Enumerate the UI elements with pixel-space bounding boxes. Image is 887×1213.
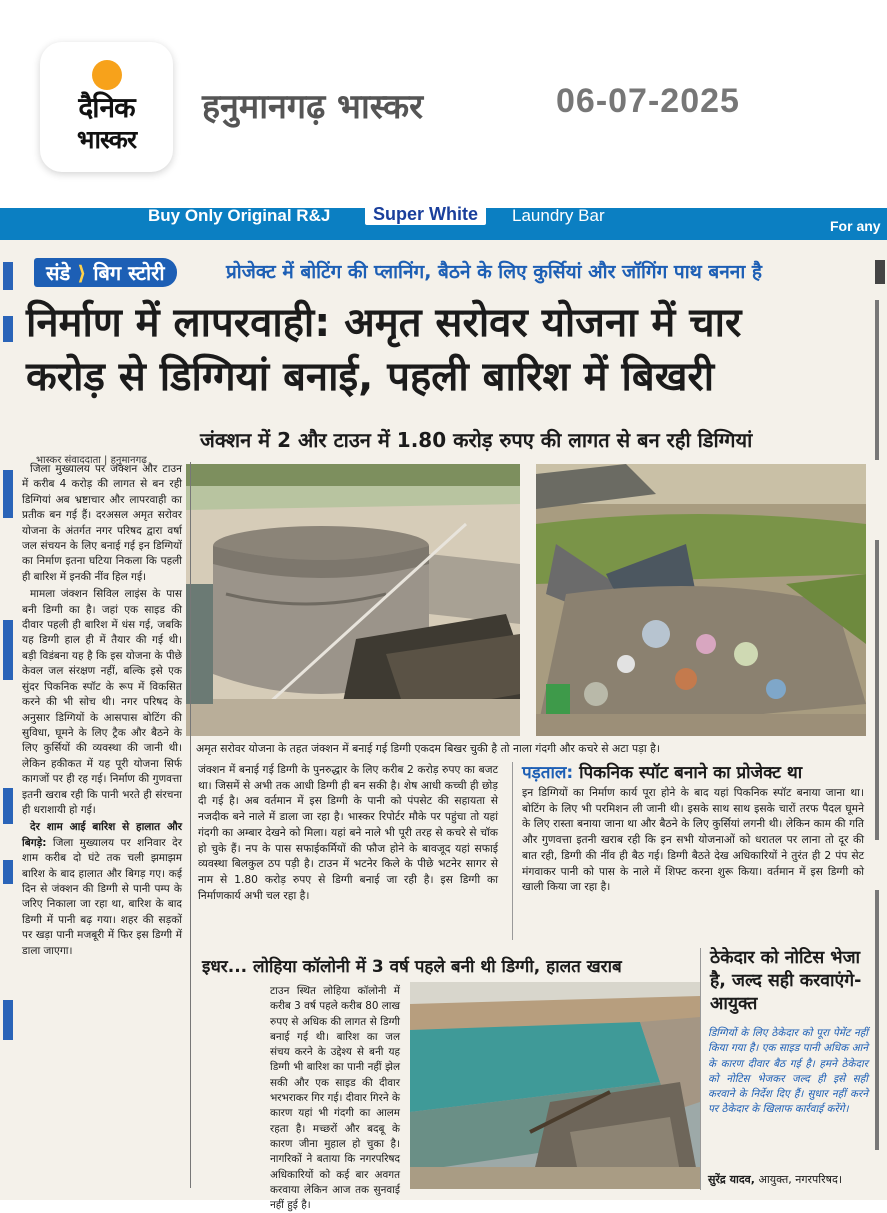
dainik-bhaskar-logo[interactable]: [40, 42, 173, 172]
broken-tank-photo[interactable]: [186, 464, 520, 736]
ad-banner[interactable]: [0, 200, 887, 240]
ad-text-4: For any: [830, 218, 881, 234]
left-paragraph-2: मामला जंक्शन सिविल लाइंस के पास बनी डिग्गी का है। जहां एक साइड की दीवार पहली ही बारिश में धंस गई, जबकि यह डिग्गी हाल ही में तैयार की गई थी। बड़ी विडंबना यह है कि इस योजना के पीछे केवल जल संरक्षण नहीं, बल्कि इसे एक सुंदर पिकनिक स्पॉट के रूप में विकसित करने की भी सोच थी। नगर परिषद के अनुसार डिग्गियों के आसपास बोटिंग की सुविधा, घूमने के लिए ट्रैक और बैठने के लिए कुर्सियों की व्यवस्था की जानी थी। लेकिन हकीकत में यह पूरी योजना सिर्फ कागजों पर ही रह गई। निर्माण की गुणवत्ता इतनी खराब रही कि पानी भरते ही संरचना ही धराशायी हो गई।: [22, 588, 182, 816]
quote-signature: सुरेंद्र यादव, आयुक्त, नगरपरिषद।: [708, 1173, 843, 1186]
picnic-box-title: पड़ताल: पिकनिक स्पॉट बनाने का प्रोजेक्ट था: [522, 763, 803, 783]
app-header: [0, 0, 887, 200]
middle-paragraph: जंक्शन में बनाई गई डिग्गी के पुनरुद्धार के लिए करीब 2 करोड़ रुपए का बजट था। जिसमें से अभी तक आधी डिग्गी ही बन सकी है। शेष आधी कच्ची ही छोड़ दी गई है। अब वर्तमान में इस डिग्गी के पानी को पंपसेट की सहायता से नजदीक बने नाले में डाला जा रहा है। भास्कर रिपोर्टर मौके पर पहुंचा तो यहां गंदगी का अम्बार देखने को मिला। यहां बने नाले भी पूरी तरह से कचरे से चॉक हो चुके हैं। नप के पास सफाईकर्मियों की फौज होने के बावजूद यहां सफाई व्यवस्था बिलकुल ठप पड़ी है। टाउन में भटनेर किले के पीछे भटनेर सागर से नाम से 1.80 करोड़ रुपए से डिग्गी बनाई जा रही है। इस डिग्गी का निर्माणकार्य अभी चल रहा है।: [198, 763, 498, 902]
quote-box-title: ठेकेदार को नोटिस भेजा है, जल्द सही करवाएंगे- आयुक्त: [710, 948, 862, 1014]
edition-date: 06-07-2025: [556, 82, 740, 120]
byline: भास्कर संवाददाता | हनुमानगढ़: [36, 455, 147, 466]
lohia-headline: इधर... लोहिया कॉलोनी में 3 वर्ष पहले बनी थी डिग्गी, हालत खराब: [202, 957, 622, 977]
sunday-big-story-kicker: संडे ⟩ बिग स्टोरी: [34, 258, 177, 287]
sun-icon: [92, 60, 122, 90]
photo-caption: अमृत सरोवर योजना के तहत जंक्शन में बनाई गई डिग्गी एकदम बिखर चुकी है तो नाला गंदगी और कचरे से अटा पड़ा है।: [196, 742, 660, 755]
lohia-body: टाउन स्थित लोहिया कॉलोनी में करीब 3 वर्ष पहले करीब 80 लाख रुपए से अधिक की लागत से डिग्गी बनाई गई थी। बारिश का जल संचय करने के उद्देश्य से बनी यह डिग्गी भी बारिश का पानी नहीं झेल सकी और एक साइड की दीवार भरभराकर गिर गई। दीवार गिरने के कारण यहां भी गंदगी का आलम रहता है। मच्छरों और बदबू के कारण जीना मुहाल हो चुका है। नागरिकों ने बताया कि नगरपरिषद अधिकारियों को कई बार अवगत करवाया लेकिन आज तक सुनवाई नहीं हुई है।: [270, 985, 400, 1212]
ad-text-1: Buy Only Original R&J: [148, 206, 331, 225]
ad-text-3: Laundry Bar: [512, 206, 605, 225]
garbage-drain-photo[interactable]: [536, 464, 866, 736]
lohia-pond-photo[interactable]: [410, 982, 700, 1189]
photo-headline: जंक्शन में 2 और टाउन में 1.80 करोड़ रुपए की लागत से बन रही डिग्गियां: [200, 428, 753, 452]
left-paragraph-1: जिला मुख्यालय पर जंक्शन और टाउन में करीब 4 करोड़ की लागत से बन रही डिग्गियां अब भ्रष्टाचार और लापरवाही का प्रतीक बन गई हैं। दरअसल अमृत सरोवर योजना के अंतर्गत नगर परिषद द्वारा वर्षा जल संचयन के लिए बनाई गई इन डिग्गियों का निर्माण इतना घटिया निकला कि पहली ही बारिश में इनकी नींव हिल गई।: [22, 463, 182, 583]
left-paragraph-3: देर शाम आई बारिश से हालात और बिगड़े: जिला मुख्यालय पर शनिवार देर शाम करीब दो घंटे तक चली झमाझम बारिश के बाद हालात और बिगड़ गए। कई दिन से जंक्शन की डिग्गी से पानी पम्प के जरिए निकाला जा रहा था, बारिश के बाद डिग्गी में पानी बढ़ गया। शहर की सड़कों पर खड़ा पानी मजबूरी में फिर इस डिग्गी में डाला जाएगा।: [22, 821, 182, 957]
ad-text-2: Super White: [365, 204, 486, 225]
quote-box-body: डिग्गियों के लिए ठेकेदार को पूरा पेमेंट नहीं किया गया है। एक साइड पानी अधिक आने के कारण दीवार बैठ गई है। हमने ठेकेदार को नोटिस भेजकर जल्द ही इसे सही करवाने के निर्देश दिए हैं। सुधार नहीं करने पर ठेकेदार के खिलाफ कार्रवाई करेंगे।: [708, 1027, 868, 1116]
picnic-box-body: इन डिग्गियों का निर्माण कार्य पूरा होने के बाद यहां पिकनिक स्पॉट बनाया जाना था। बोटिंग के लिए भी परमिशन ली जानी थी। इसके साथ साथ इसके चारों तरफ पैदल घूमने के लिए रास्ता बनाया जाना था और बैठने के लिए कुर्सियां लगनी थी। लेकिन काम की गति और गुणवत्ता इतनी खराब रही कि इन सभी योजनाओं को धरातल पर लाना तो दूर की बात रही, डिग्गी की नींव ही बैठ गई। डिग्गी बैठते देख अधिकारियों ने तुरंत ही 2 पंप सेट मंगवाकर पानी को पास के नाले में शिफ्ट करना शुरू किया। वर्तमान में इस डिग्गी को खाली किया जा रहा है।: [522, 786, 864, 894]
left-column-edge: [0, 240, 16, 1200]
logo-line-2: भास्कर: [76, 125, 137, 154]
article-subhead: प्रोजेक्ट में बोटिंग की प्लानिंग, बैठने के लिए कुर्सियां और जॉगिंग पाथ बनना है: [226, 261, 762, 283]
edition-title: हनुमानगढ़ भास्कर: [202, 87, 424, 127]
left-column-text: [22, 462, 182, 961]
logo-line-1: दैनिक: [78, 91, 135, 124]
article-headline: निर्माण में लापरवाही: अमृत सरोवर योजना में चार करोड़ से डिग्गियां बनाई, पहली बारिश में बिखरी: [26, 300, 742, 400]
newspaper-page: [0, 240, 887, 1212]
right-column-edge: [872, 240, 887, 1200]
